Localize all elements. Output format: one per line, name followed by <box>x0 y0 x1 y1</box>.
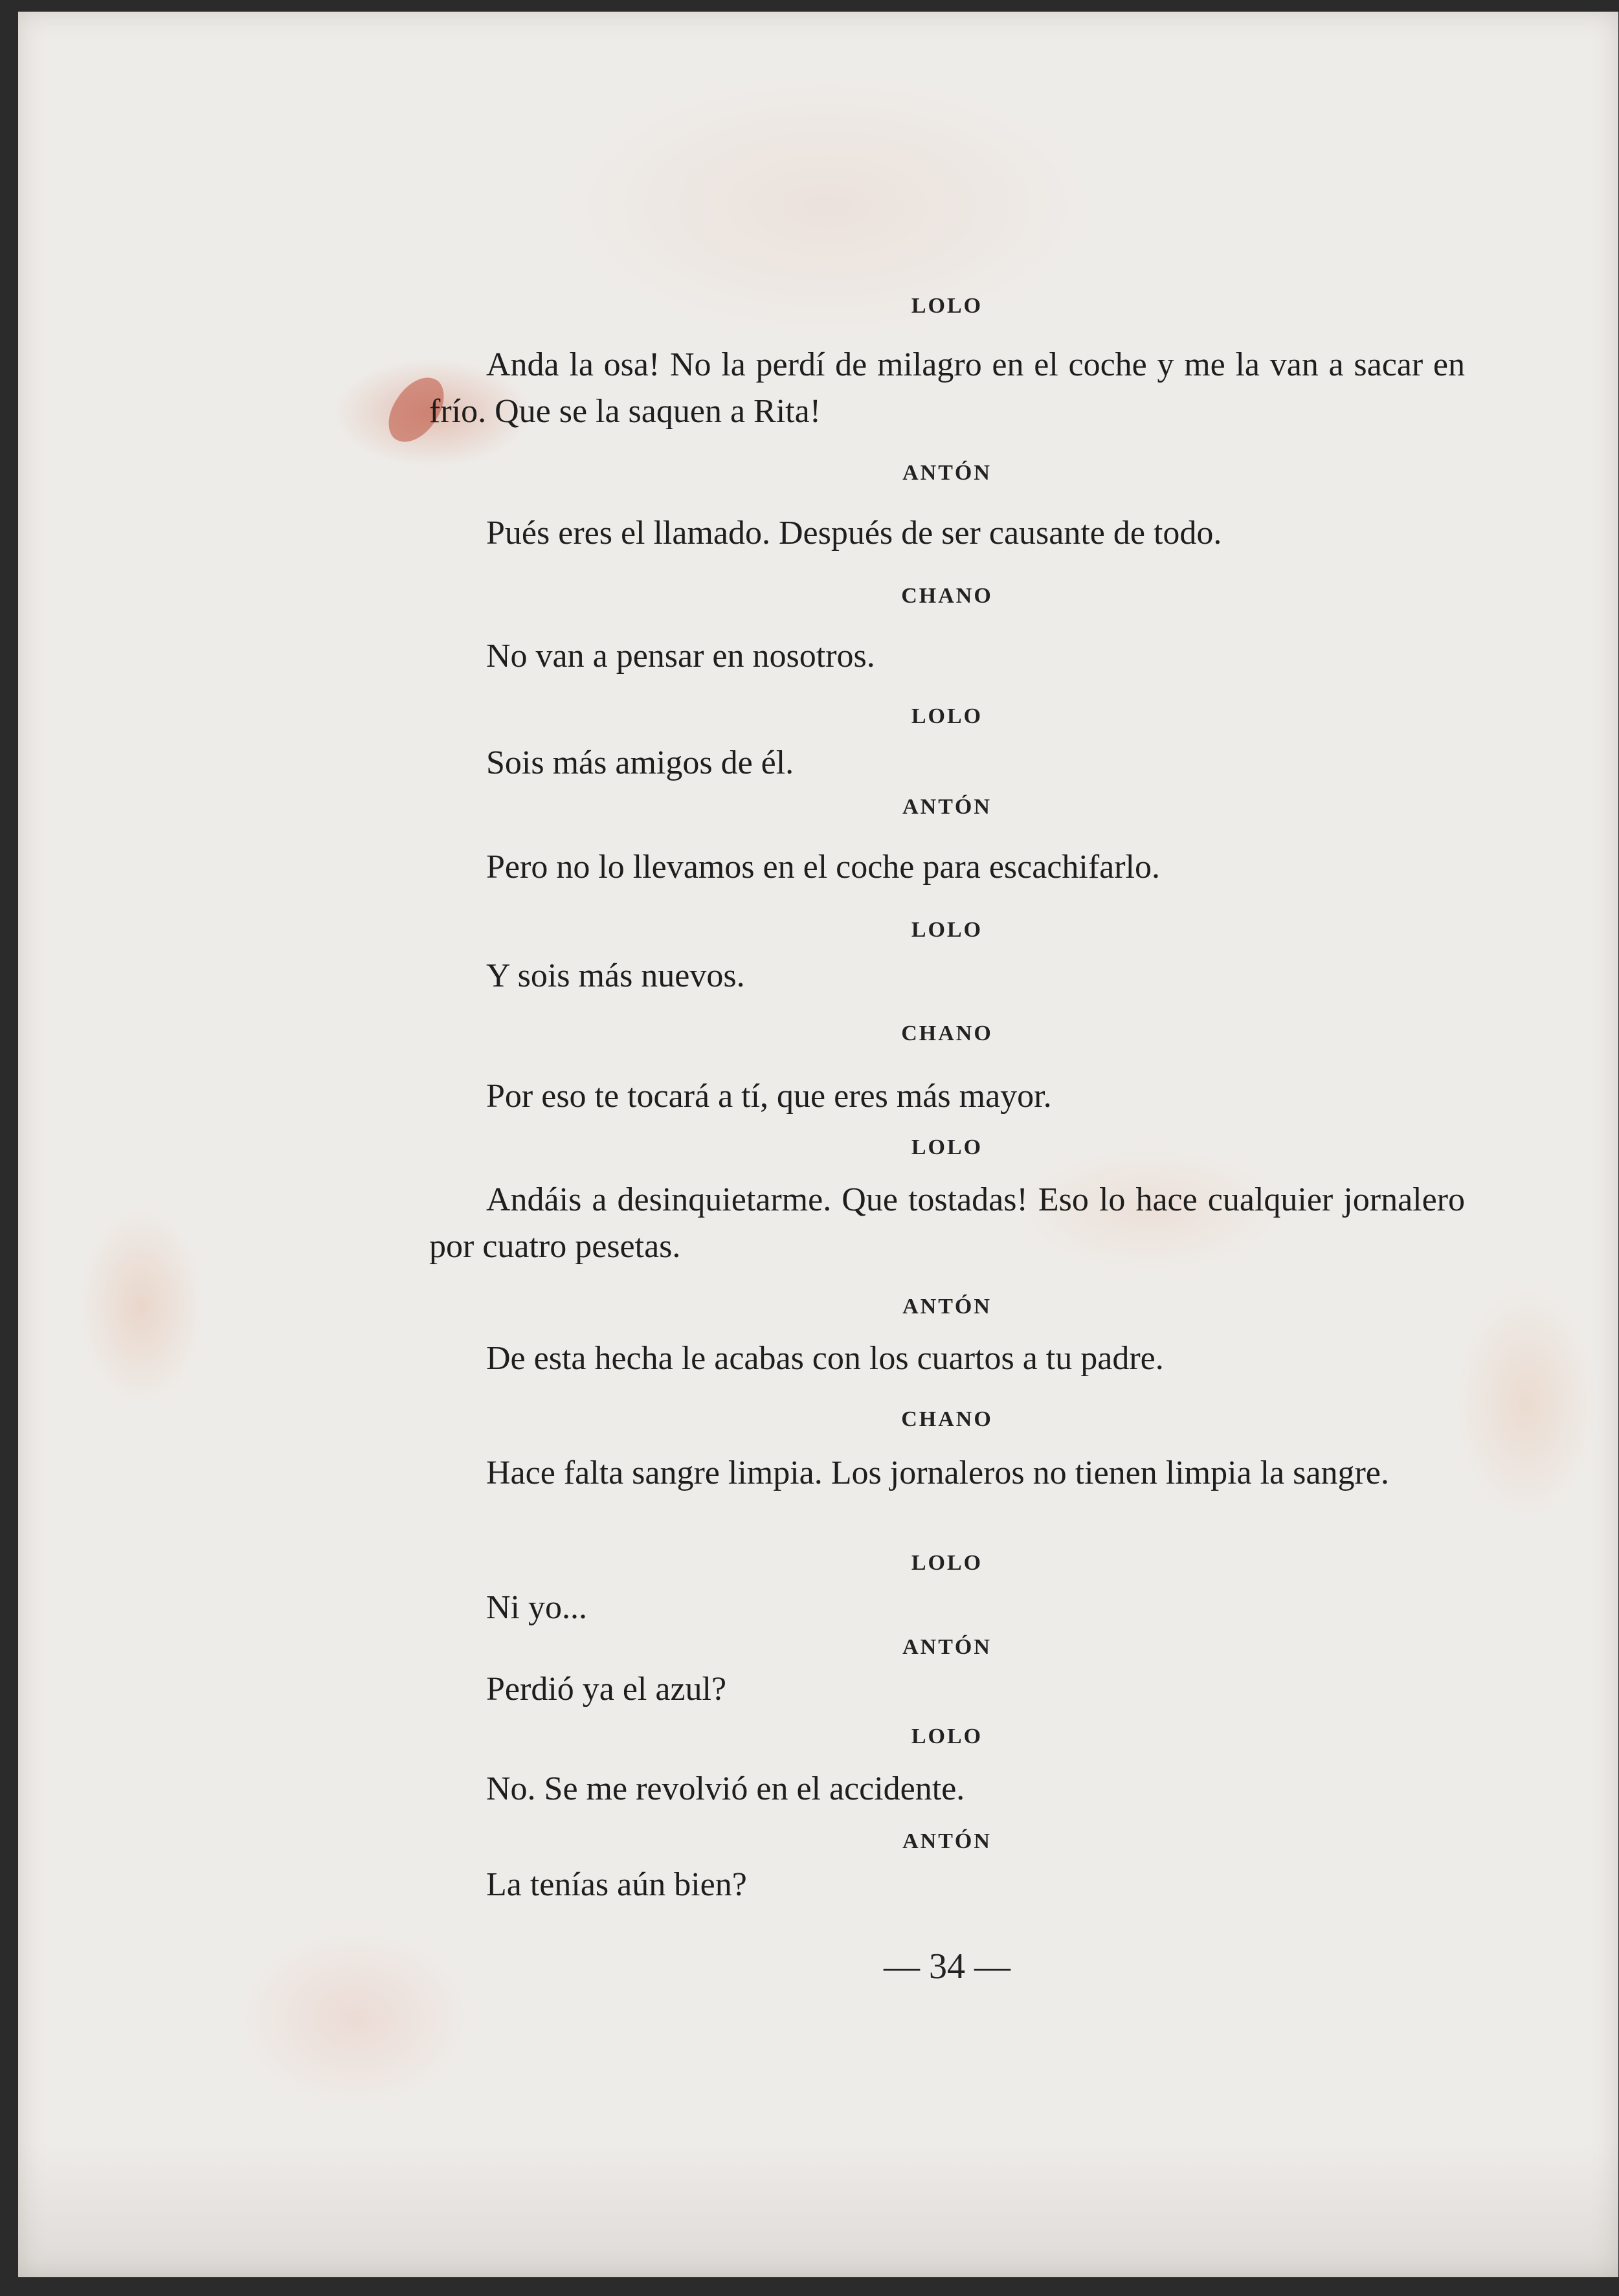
speaker-name: CHANO <box>901 584 993 608</box>
dialogue-line: De esta hecha le acabas con los cuartos a tu padre. <box>486 1340 1164 1377</box>
speaker-name: LOLO <box>911 1724 983 1748</box>
dialogue-line: Pero no lo llevamos en el coche para escachifarlo. <box>486 849 1160 886</box>
speaker-name: LOLO <box>911 1551 983 1575</box>
speaker-name: ANTÓN <box>902 461 992 485</box>
dialogue-line: Hace falta sangre limpia. Los jornaleros no tienen limpia la sangre. <box>486 1455 1389 1491</box>
speaker-name: LOLO <box>911 1135 983 1159</box>
dialogue-line: Andáis a desinquietarme. Que tostadas! Eso lo hace cualquier jornalero por cuatro pesetas. <box>429 1181 1465 1265</box>
dialogue-line: Sois más amigos de él. <box>486 744 794 781</box>
speaker-name: ANTÓN <box>902 1635 992 1659</box>
dialogue-line: No van a pensar en nosotros. <box>486 638 875 674</box>
speaker-name: ANTÓN <box>902 1829 992 1853</box>
speaker-name: LOLO <box>911 294 983 318</box>
dialogue-line: Por eso te tocará a tí, que eres más mayor. <box>486 1078 1052 1115</box>
speaker-name: ANTÓN <box>902 1295 992 1319</box>
speaker-name: LOLO <box>911 704 983 728</box>
speaker-name: CHANO <box>901 1021 993 1045</box>
speaker-name: CHANO <box>901 1407 993 1431</box>
page-number: — 34 — <box>884 1946 1010 1987</box>
dialogue-line: No. Se me revolvió en el accidente. <box>486 1770 965 1807</box>
speaker-name: ANTÓN <box>902 795 992 819</box>
dialogue-line: Ni yo... <box>486 1589 587 1626</box>
dialogue-line: Perdió ya el azul? <box>486 1671 727 1708</box>
dialogue-line: Y sois más nuevos. <box>486 957 745 994</box>
dialogue-line: Pués eres el llamado. Después de ser causante de todo. <box>486 515 1222 552</box>
dialogue-line: Anda la osa! No la perdí de milagro en el coche y me la van a sacar en frío. Que se la saquen a Rita! <box>429 346 1465 430</box>
dialogue-line: La tenías aún bien? <box>486 1866 747 1903</box>
speaker-name: LOLO <box>911 918 983 942</box>
book-page <box>18 12 1618 2277</box>
